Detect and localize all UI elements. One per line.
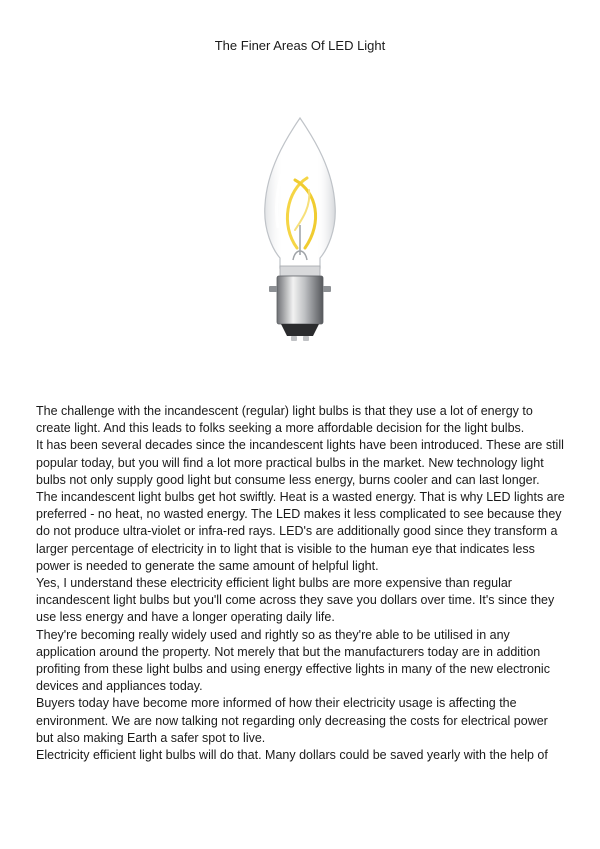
led-bulb-image [225, 110, 375, 350]
paragraph: They're becoming really widely used and rightly so as they're able to be utilised in any application around the property. Not merely that but the manufacturers today are in addition profiting from these light bulbs and using energy effective lights in many of the new electronic devices and appliances today. [36, 627, 550, 694]
paragraph: Electricity efficient light bulbs will do that. Many dollars could be saved yearly with the help of [36, 748, 548, 763]
paragraph: It has been several decades since the incandescent lights have been introduced. These are still popular today, but you will find a lot more practical bulbs in the market. New technology light bulbs not only supply good light but consume less energy, burns cooler and can last longer. [36, 438, 564, 487]
paragraph: Buyers today have become more informed of how their electricity usage is affecting the environment. We are now talking not regarding only decreasing the costs for electrical power but also making Earth a safer spot to live. [36, 696, 548, 745]
filament-led-candle-bulb-icon [225, 110, 375, 350]
article-body [36, 403, 568, 764]
paragraph: The incandescent light bulbs get hot swiftly. Heat is a wasted energy. That is why LED lights are preferred - no heat, no wasted energy. The LED makes it less complicated to see because they do not produce ultra-violet or infra-red rays. LED's are additionally good since they transform a larger percentage of electricity in to light that is visible to the human eye that indicates less power is needed to generate the same amount of helpful light. [36, 490, 565, 573]
page-title: The Finer Areas Of LED Light [214, 38, 386, 53]
paragraph: Yes, I understand these electricity efficient light bulbs are more expensive than regular incandescent light bulbs but you'll come across they save you dollars over time. It's since they use less energy and have a longer operating daily life. [36, 576, 555, 625]
paragraph: The challenge with the incandescent (regular) light bulbs is that they use a lot of energy to create light. And this leads to folks seeking a more affordable decision for the light bulbs. [36, 404, 533, 436]
